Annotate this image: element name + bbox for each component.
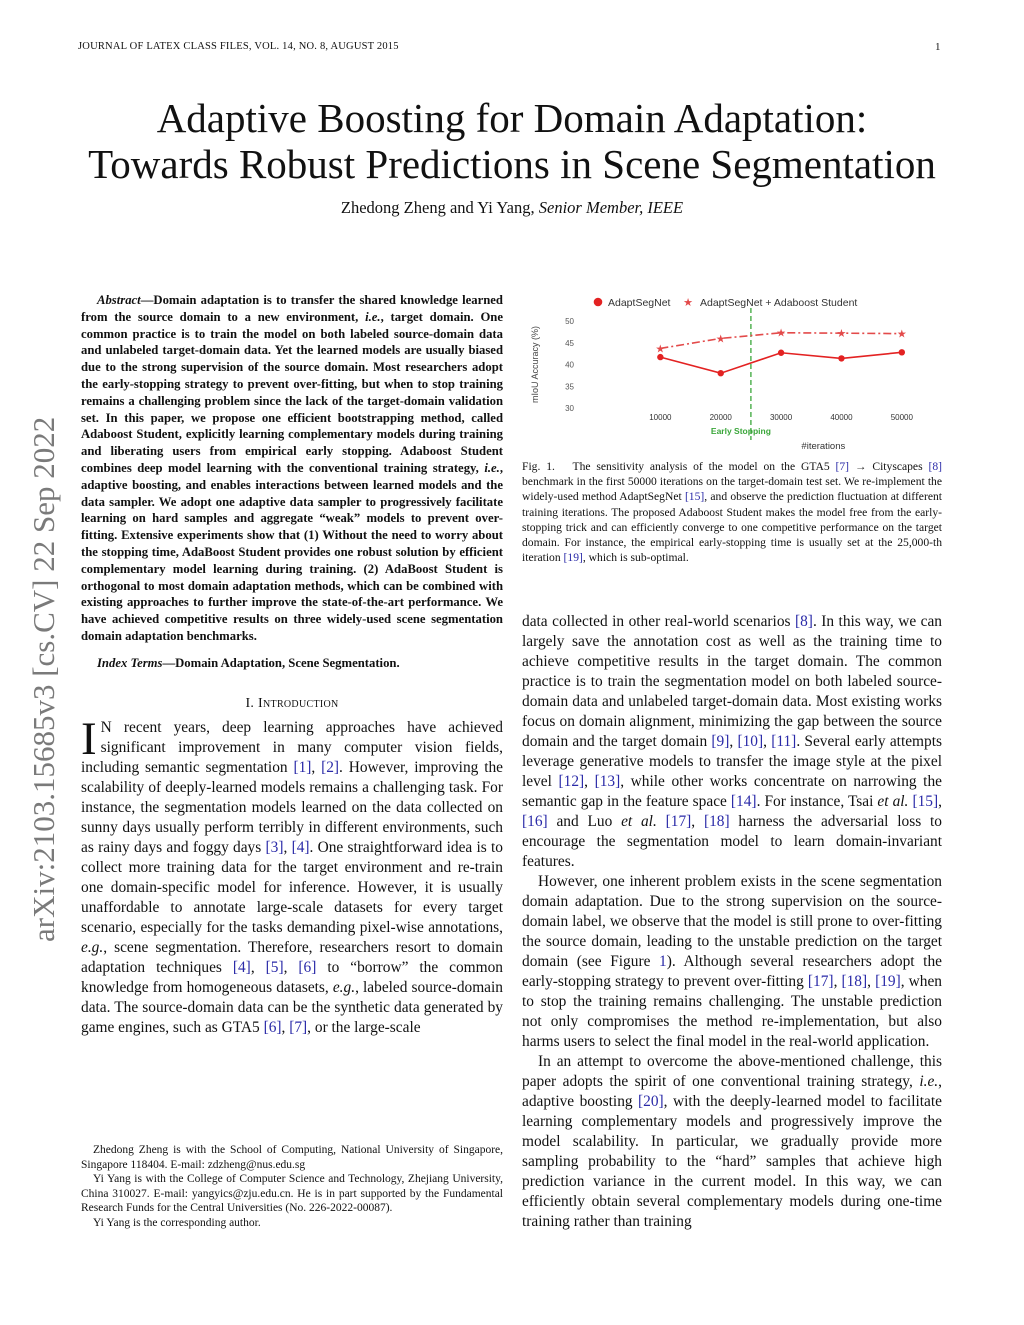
citation-link[interactable]: [19]	[875, 973, 901, 990]
figure-label: Fig. 1.	[522, 460, 555, 473]
text-italic: i.e.	[919, 1073, 939, 1090]
footnote-corresponding: Yi Yang is the corresponding author.	[93, 1216, 261, 1229]
text-italic: et al.	[621, 813, 657, 830]
section-heading	[81, 696, 503, 712]
citation-link[interactable]: [13]	[594, 773, 621, 790]
text-span: data collected in other real-world scenarios	[522, 613, 795, 630]
caption-text: → Cityscapes	[849, 460, 929, 473]
text-span: , adaptive boosting	[522, 1073, 942, 1110]
text-span: . In this way, we can largely save the annotation cost as well as the training time to achieve competitive results in the target domain. The common practice is to train the segmentation model on both labeled source-domain data and unlabeled target-domain data. Most existing works focus on domain alignment, minimizing the gap between the source domain and the target domain	[522, 613, 943, 750]
text-span: , with the deeply-learned model to facilitate learning complementary models and progressively improve the model scalability. In particular, we gradually provide more sampling probability to the “hard” samples that achieve high prediction variance in the current model. In this way, we can efficiently obtain several complementary models during one-time training rather than training	[522, 1093, 942, 1230]
data-point-star: ★	[776, 327, 787, 340]
text-span: ,	[691, 813, 704, 830]
text-span: ,	[584, 773, 595, 790]
abstract-ie: i.e.	[365, 309, 381, 324]
y-tick-label: 40	[565, 360, 574, 370]
dropcap-letter: I	[81, 712, 97, 765]
body-paragraph-1	[522, 612, 942, 872]
citation-link[interactable]: [17]	[665, 813, 692, 830]
figure-caption	[522, 459, 942, 565]
citation-link[interactable]: [12]	[558, 773, 585, 790]
citation-link[interactable]: [6]	[298, 958, 317, 976]
abstract-text: , adaptive boosting, and enables interactions between learned models and the data sampler. We adopt one adaptive data sampler to progressively facilitate learning on hard samples and aggregate “weak” models to prevent over-fitting. Extensive experiments show that (1) Without the need to worry about the stopping time, AdaBoost Student provides one robust solution by efficient complementary model learning during training. (2) AdaBoost Student is orthogonal to most domain adaptation methods, which can be combined with existing approaches to further improve the state-of-the-art performance. We have achieved competitive results on three widely-used scene segmentation domain adaptation benchmarks.	[81, 460, 503, 643]
text-span: In an attempt to overcome the above-mentioned challenge, this paper adopts the spirit of one conventional training strategy,	[522, 1053, 942, 1090]
text-span: ,	[283, 958, 299, 976]
figure-1-chart	[522, 290, 942, 458]
data-point-circle	[778, 350, 784, 356]
text-span: to “borrow” the common knowledge from homogeneous datasets,	[81, 958, 503, 996]
intro-text-1: N recent years, deep learning approaches have achieved significant improvement in many computer vision fields, including semantic segmentation	[81, 718, 503, 776]
text-span: ,	[311, 758, 322, 776]
arxiv-identifier: arXiv:2103.15685v3 [cs.CV] 22 Sep 2022	[26, 416, 61, 942]
citation-link[interactable]: [19]	[563, 551, 583, 565]
text-span: , scene segmentation. Therefore, researchers resort to domain adaptation techniques	[81, 938, 503, 976]
journal-header: JOURNAL OF LATEX CLASS FILES, VOL. 14, NO. 8, AUGUST 2015	[78, 41, 399, 52]
citation-link[interactable]: [16]	[522, 813, 548, 830]
text-span: , when to stop the training remains challenging. The unstable prediction not only compromises the method re-implementation, but also harms users to select the final model in the real-world application.	[522, 973, 942, 1050]
text-span: ,	[729, 733, 738, 750]
citation-link[interactable]: [1]	[293, 758, 312, 776]
right-column	[522, 612, 942, 1232]
legend-label: AdaptSegNet + Adaboost Student	[700, 297, 858, 309]
abstract-label: Abstract	[97, 293, 141, 307]
text-span: ,	[867, 973, 876, 990]
text-span: . For instance, Tsai	[756, 793, 878, 810]
text-span: ,	[938, 793, 942, 810]
text-span: ,	[281, 1018, 290, 1036]
citation-link[interactable]: [8]	[794, 613, 813, 630]
footnotes	[81, 1143, 503, 1231]
citation-link[interactable]: [6]	[263, 1018, 282, 1036]
y-tick-label: 30	[565, 404, 574, 413]
index-terms	[81, 655, 503, 672]
data-point-star: ★	[896, 328, 907, 341]
index-terms-label: Index Terms	[97, 655, 163, 670]
data-point-star: ★	[655, 343, 666, 356]
paper-title-line-2: Towards Robust Predictions in Scene Segmentation	[88, 141, 936, 187]
legend-label: AdaptSegNet	[608, 297, 671, 309]
section-number: I.	[245, 695, 255, 711]
abstract-text: , target domain. One common practice is to train the model on both labeled source-domain data and unlabeled target-domain data. Yet the learned models are usually biased due to the strong supervision of the source domain. Most researchers adopt the early-stopping strategy to prevent over-fitting, but when to stop training remains a challenging problem since the lack of the target-domain validation set. In this paper, we propose one efficient bootstrapping method, called Adaboost Student, explicitly learning complementary models during training and liberating users from empirical early stopping. Adaboost Student combines deep model learning with the conventional training strategy,	[81, 309, 503, 475]
y-tick-label: 35	[565, 382, 574, 392]
abstract	[81, 292, 503, 645]
caption-text: , which is sub-optimal.	[582, 551, 689, 565]
citation-link[interactable]: [18]	[703, 813, 730, 830]
text-span: ,	[250, 958, 266, 976]
text-span: ,	[283, 838, 292, 856]
citation-link[interactable]: [9]	[711, 733, 730, 750]
text-span: harness the adversarial loss to encourage the segmentation model to learn domain-invariant features.	[522, 813, 942, 870]
citation-link[interactable]: [4]	[232, 958, 251, 976]
citation-link[interactable]: [2]	[321, 758, 340, 776]
x-tick-label: 20000	[709, 413, 732, 422]
text-span: and Luo	[547, 813, 622, 830]
text-span: , or the large-scale	[307, 1018, 421, 1036]
text-span: ). Although several researchers adopt the early-stopping strategy to prevent over-fitting	[522, 953, 942, 990]
data-point-circle	[899, 349, 905, 355]
text-span: ,	[833, 973, 842, 990]
citation-link[interactable]: [11]	[771, 733, 797, 750]
abstract-text: —Domain adaptation is to transfer the shared knowledge learned from the source domain to a new environment,	[81, 293, 503, 324]
caption-text: benchmark in the first 50000 iterations on the target-domain test set. We re-implement the widely-used method AdaptSegNet	[522, 475, 942, 504]
legend-marker-star: ★	[683, 297, 693, 309]
citation-link[interactable]: [17]	[807, 973, 834, 990]
early-stopping-label: Early Stopping	[710, 426, 771, 436]
citation-link[interactable]: [8]	[928, 460, 942, 473]
citation-link[interactable]: [7]	[835, 460, 850, 473]
caption-text: , and observe the prediction fluctuation at different training iterations. The proposed Adaboost Student makes the model free from the early-stopping trick and can efficiently converge to one competitive performance on the target domain. For instance, the empirical early-stopping time is usually set at the 25,000-th iteration	[522, 490, 942, 565]
footnote-affiliation-1: Zhedong Zheng is with the School of Computing, National University of Singapore, Singapore 118404. E-mail: zdzheng@nus.edu.sg	[81, 1144, 503, 1171]
x-tick-label: 10000	[649, 413, 672, 422]
paper-title-line-1: Adaptive Boosting for Domain Adaptation:	[156, 95, 868, 141]
author-role: Senior Member, IEEE	[538, 198, 684, 217]
authors	[0, 198, 1024, 218]
text-span: ,	[763, 733, 772, 750]
citation-link[interactable]: [15]	[684, 490, 705, 504]
citation-link[interactable]: [5]	[265, 958, 284, 976]
caption-text: The sensitivity analysis of the model on the GTA5	[572, 460, 836, 473]
citation-link[interactable]: [7]	[289, 1018, 308, 1036]
citation-link[interactable]: [3]	[265, 838, 284, 856]
text-span: , while other works concentrate on narrowing the semantic gap in the feature space	[522, 773, 942, 810]
citation-link[interactable]: [18]	[841, 973, 868, 990]
text-span: . Several early attempts leverage generative models to transfer the image style at the pixel level	[522, 733, 942, 790]
data-point-circle	[718, 370, 724, 376]
text-span: . However, improving the scalability of deeply-learned models remains a challenging task. For instance, the segmentation models learned on the data collected on sunny days usually perform terribly in different environments, such as rainy days and foggy days	[81, 758, 503, 856]
y-axis-label: mIoU Accuracy (%)	[530, 325, 540, 404]
citation-link[interactable]: [10]	[737, 733, 764, 750]
data-point-circle	[838, 355, 844, 361]
citation-link[interactable]: [20]	[638, 1093, 664, 1110]
section-title: Introduction	[258, 695, 339, 711]
citation-link[interactable]: [4]	[291, 838, 310, 856]
left-column	[81, 292, 503, 1038]
data-point-star: ★	[836, 328, 847, 341]
body-paragraph-2	[522, 872, 942, 1052]
x-tick-label: 40000	[830, 413, 853, 422]
page-number: 1	[935, 41, 941, 53]
x-axis-label: #iterations	[801, 441, 846, 452]
y-tick-label: 45	[565, 338, 574, 348]
index-terms-text: —Domain Adaptation, Scene Segmentation.	[162, 655, 400, 670]
text-span: However, one inherent problem exists in the scene segmentation domain adaptation. Due to the strong supervision on the source-domain label, we observe that the model is still prone to over-fitting the source domain, leading to the unstable prediction on the target domain (see Figure	[522, 873, 942, 970]
abstract-ie: i.e.	[484, 460, 500, 475]
x-tick-label: 30000	[769, 413, 793, 422]
y-tick-label: 50	[565, 317, 574, 326]
text-italic: e.g.	[81, 938, 104, 956]
author-names: Zhedong Zheng and Yi Yang,	[340, 198, 535, 217]
text-span: . One straightforward idea is to collect more training data for the target environment and re-train one domain-specific model for inference. However, it is usually unaffordable to annotate large-scale datasets for every target scenario, especially for the tasks demanding pixel-wise annotations,	[81, 838, 503, 936]
legend-marker-circle	[594, 298, 603, 307]
text-span	[657, 813, 666, 830]
text-italic: e.g.	[332, 978, 356, 996]
text-italic: et al.	[877, 793, 909, 810]
footnote-affiliation-2: Yi Yang is with the College of Computer Science and Technology, Zhejiang University, China 310027. E-mail: yangyics@zju.edu.cn. He is in part supported by the Fundamental Research Funds for the Central Universities (No. 226-2022-00087).	[81, 1173, 503, 1215]
figure-link[interactable]: 1	[659, 953, 667, 970]
citation-link[interactable]: [14]	[730, 793, 757, 810]
data-point-star: ★	[715, 333, 726, 346]
x-tick-label: 50000	[890, 413, 913, 422]
citation-link[interactable]: [15]	[912, 793, 939, 810]
intro-paragraph-1	[81, 712, 503, 1038]
text-span: , labeled source-domain data. The source-domain data can be the synthetic data generated by game engines, such as GTA5	[81, 978, 503, 1036]
body-paragraph-3	[522, 1052, 942, 1232]
